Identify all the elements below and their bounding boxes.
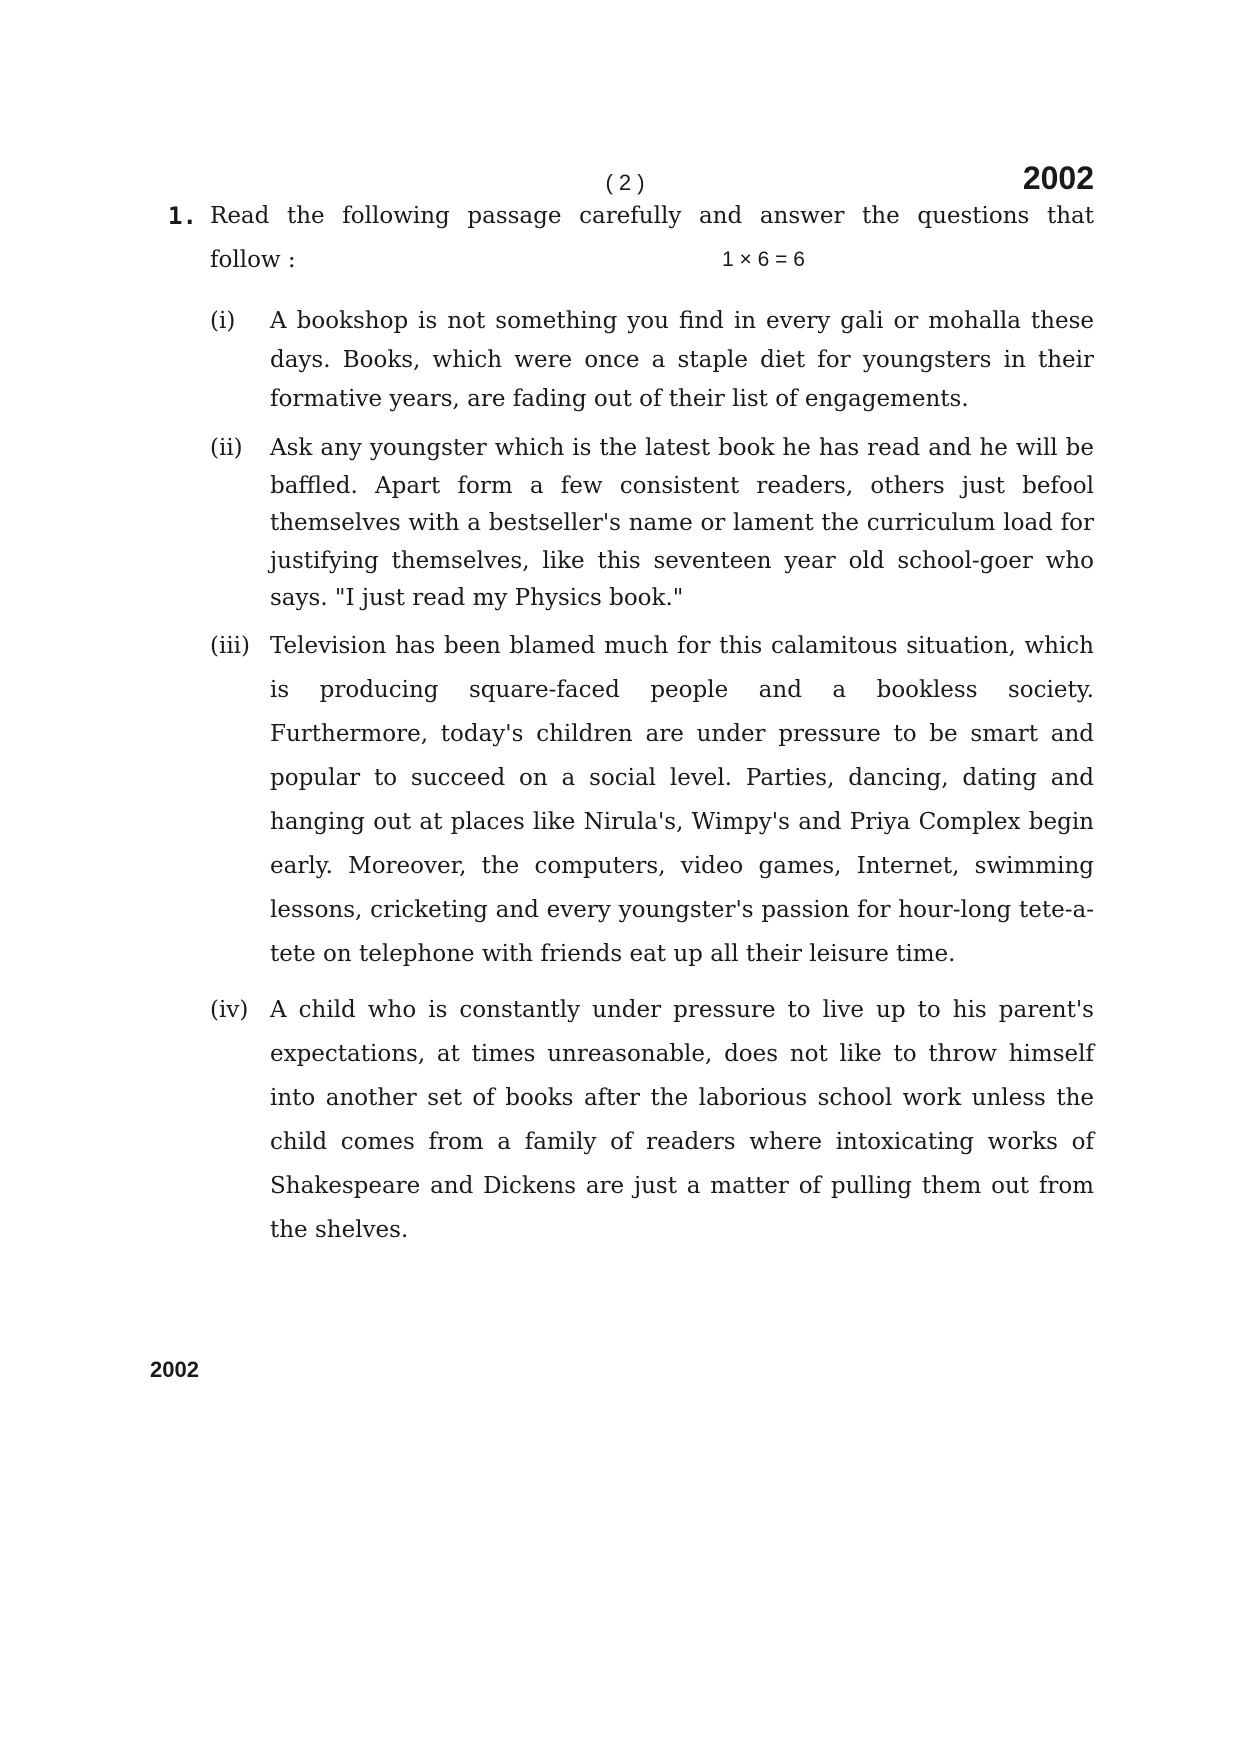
question-instruction: Read the following passage carefully and answer the questions that	[210, 203, 1094, 229]
passage-paragraph-3	[210, 624, 1094, 976]
paragraph-number: (iii)	[210, 632, 251, 659]
paper-code-header: 2002	[1022, 160, 1094, 196]
paragraph-text: A child who is constantly under pressure to live up to his parent's expectations, at times unreasonable, does not like to throw himself into another set of books after the laborious school work unless the child comes from a family of readers where intoxicating works of Shakespeare and Dickens are just a matter of pulling them out from the shelves.	[270, 996, 1094, 1243]
paper-code-footer: 2002	[150, 1357, 199, 1382]
passage-paragraph-4	[210, 988, 1094, 1252]
paragraph-number: (ii)	[210, 435, 243, 461]
paragraph-text: A bookshop is not something you find in every gali or mohalla these days. Books, which were once a staple diet for youngsters in their formative years, are fading out of their list of engagements.	[270, 308, 1094, 412]
question-number: 1.	[168, 202, 197, 230]
question-instruction-end: follow :	[210, 247, 296, 273]
question-instruction-end-row	[210, 238, 1094, 282]
passage-paragraph-2	[210, 430, 1094, 618]
paragraph-text: Ask any youngster which is the latest book he has read and he will be baffled. Apart form a few consistent readers, others just befool themselves with a bestseller's name or lament the curriculum load for justifying themselves, like this seventeen year old school-goer who says. "I just read my Physics book."	[270, 435, 1094, 611]
page-number: ( 2 )	[605, 170, 645, 195]
passage-paragraph-1	[210, 302, 1094, 419]
paragraph-number: (i)	[210, 308, 236, 334]
question-marks: 1 × 6 = 6	[722, 248, 805, 271]
question-1	[168, 194, 1094, 1252]
paragraph-number: (iv)	[210, 996, 249, 1023]
paragraph-text: Television has been blamed much for this calamitous situation, which is producing square-faced people and a bookless society. Furthermore, today's children are under pressure to be smart and popular to succeed on a social level. Parties, dancing, dating and hanging out at places like Nirula's, Wimpy's and Priya Complex begin early. Moreover, the computers, video games, Internet, swimming lessons, cricketing and every youngster's passion for hour-long tete-a-tete on telephone with friends eat up all their leisure time.	[270, 632, 1094, 967]
